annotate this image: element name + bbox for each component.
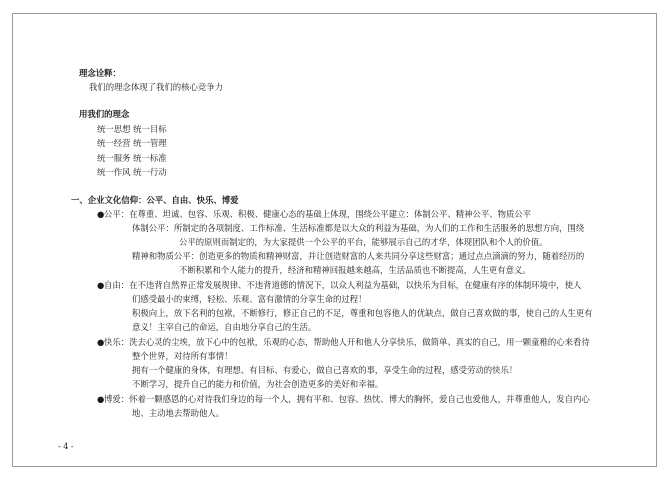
heading-use-concept: 用我们的理念 bbox=[79, 109, 130, 119]
love-line-1 bbox=[97, 394, 590, 405]
freedom-line-1 bbox=[97, 280, 581, 291]
freedom-line-2: 们感受最小的束缚，轻松、乐观、富有激情的分享生命的过程！ bbox=[132, 294, 367, 304]
fair-line-1 bbox=[97, 209, 531, 220]
fair-line-2: 体制公平：所制定的各项制度、工作标准、生活标准都是以大众的利益为基础，为人们的工作和生活服务的思想方向，围绕 bbox=[132, 223, 585, 233]
document-page bbox=[12, 13, 657, 467]
fair-line-3: 公平的原则而制定的，为大家提供一个公平的平台，能够展示自己的才华，体现团队和个人的价值。 bbox=[179, 237, 548, 247]
heading-concept-interpretation: 理念诠释： bbox=[79, 68, 121, 78]
happy-line-1 bbox=[97, 337, 590, 348]
idea-line-3: 统一服务 统一标准 bbox=[97, 153, 167, 163]
freedom-text: 自由：在不违背自然界正常发展规律、不违背道德的情况下，以众人利益为基础，以快乐为目标，在健康有序的体制环境中，使人 bbox=[104, 280, 582, 290]
concept-line: 我们的理念体现了我们的核心竞争力 bbox=[89, 82, 223, 92]
bullet-icon: ● bbox=[97, 280, 105, 290]
love-line-2: 地、主动地去帮助他人。 bbox=[132, 408, 225, 418]
idea-line-4: 统一作风 统一行动 bbox=[97, 167, 167, 177]
fair-line-4: 精神和物质公平：创造更多的物质和精神财富，并让创造财富的人来共同分享这些财富；通过点点滴滴的努力，随着经历的 bbox=[132, 251, 585, 261]
idea-line-1: 统一思想 统一目标 bbox=[97, 124, 167, 134]
happy-text: 快乐：洗去心灵的尘埃，放下心中的包袱，乐观的心态，帮助他人开和他人分享快乐，做简单、真实的自己，用一颗童稚的心来看待 bbox=[104, 337, 590, 347]
bullet-icon: ● bbox=[97, 394, 105, 404]
fair-line-5: 不断积累和个人能力的提升，经济和精神回报越来越高，生活品质也不断提高，人生更有意义。 bbox=[179, 265, 531, 275]
freedom-line-4: 意义！主宰自己的命运，自由地分享自己的生活。 bbox=[132, 322, 317, 332]
bullet-icon: ● bbox=[97, 337, 105, 347]
happy-line-3: 拥有一个健康的身体，有理想、有目标、有爱心，做自己喜欢的事，享受生命的过程，感受劳动的快乐！ bbox=[132, 365, 518, 375]
bullet-icon: ● bbox=[97, 209, 105, 219]
section-title-culture-beliefs: 一、企业文化信仰：公平、自由、快乐、博爱 bbox=[71, 195, 239, 205]
happy-line-4: 不断学习，提升自己的能力和价值，为社会创造更多的美好和幸福。 bbox=[132, 379, 384, 389]
happy-line-2: 整个世界，对待所有事情！ bbox=[132, 351, 233, 361]
freedom-line-3: 积极向上，放下名利的包袱，不断修行，修正自己的不足，尊重和包容他人的优缺点，做自己喜欢做的事，使自己的人生更有 bbox=[132, 308, 593, 318]
love-text: 博爱：怀着一颗感恩的心对待我们身边的每一个人，拥有平和、包容、热忱、博大的胸怀，爱自己也爱他人，并尊重他人，发自内心 bbox=[104, 394, 590, 404]
page-number: - 4 - bbox=[58, 442, 74, 451]
fair-text: 公平：在尊重、坦诚、包容、乐观、积极、健康心态的基础上体现，围绕公平建立：体制公平、精神公平、物质公平 bbox=[104, 209, 532, 219]
idea-line-2: 统一经营 统一管理 bbox=[97, 138, 167, 148]
